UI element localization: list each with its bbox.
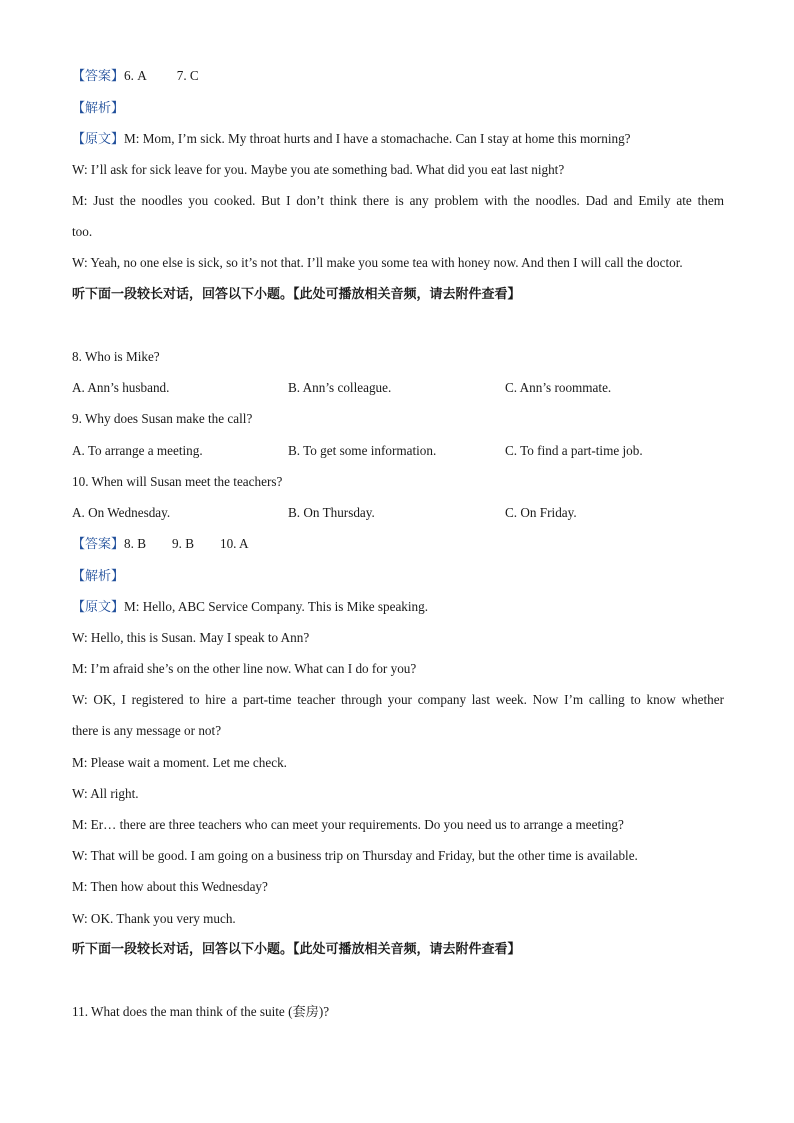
transcript-line-4: W: Yeah, no one else is sick, so it’s not that. I’ll make you some tea with honey now. And then I will call the doctor.: [72, 255, 683, 270]
analysis-tag: 【解析】: [72, 101, 125, 116]
transcript-line-1: [72, 130, 724, 149]
answer-line-8-10: [72, 535, 724, 554]
listening-instruction: 听下面一段较长对话，回答以下小题。【此处可播放相关音频，请去附件查看】: [72, 287, 521, 302]
transcript-line-3-cont: too.: [72, 224, 93, 239]
answer-8: 8. B: [124, 536, 146, 551]
question-8: 8. Who is Mike?: [72, 349, 160, 364]
q8-option-b: B. Ann’s colleague.: [288, 380, 392, 395]
question-9: 9. Why does Susan make the call?: [72, 411, 253, 426]
transcript-2-line-6: W: All right.: [72, 786, 139, 801]
transcript-line-2: W: I’ll ask for sick leave for you. Maybe you ate something bad. What did you eat last night?: [72, 162, 565, 177]
transcript-2-line-10: W: OK. Thank you very much.: [72, 911, 236, 926]
question-10: 10. When will Susan meet the teachers?: [72, 474, 283, 489]
answer-line-6-7: [72, 67, 724, 86]
answer-tag: 【答案】: [72, 537, 125, 552]
question-11: 11. What does the man think of the suite (套房)?: [72, 1004, 330, 1019]
analysis-heading: [72, 99, 724, 118]
listening-instruction-2: 听下面一段较长对话，回答以下小题。【此处可播放相关音频，请去附件查看】: [72, 942, 521, 957]
transcript-2-line-2: W: Hello, this is Susan. May I speak to Ann?: [72, 630, 310, 645]
transcript-text: M: Hello, ABC Service Company. This is Mike speaking.: [124, 599, 429, 614]
answer-7: 7. C: [176, 68, 199, 83]
analysis-tag: 【解析】: [72, 569, 125, 584]
transcript-2-line-4: W: OK, I registered to hire a part-time teacher through your company last week. Now I’m calling to know whether: [72, 692, 724, 707]
transcript-2-line-5: M: Please wait a moment. Let me check.: [72, 755, 287, 770]
transcript-2-line-7: M: Er… there are three teachers who can meet your requirements. Do you need us to arrange a meeting?: [72, 817, 624, 832]
analysis-heading-2: [72, 567, 724, 586]
transcript-2-line-1: [72, 598, 724, 617]
transcript-2-line-4-cont: there is any message or not?: [72, 723, 222, 738]
transcript-tag: 【原文】: [72, 132, 125, 147]
answer-tag: 【答案】: [72, 69, 125, 84]
transcript-2-line-8: W: That will be good. I am going on a business trip on Thursday and Friday, but the other time is available.: [72, 848, 638, 863]
transcript-tag: 【原文】: [72, 600, 125, 615]
transcript-text: M: Mom, I’m sick. My throat hurts and I have a stomachache. Can I stay at home this morning?: [124, 131, 631, 146]
answer-6: 6. A: [124, 68, 147, 83]
q9-option-c: C. To find a part-time job.: [505, 443, 643, 458]
q9-option-a: A. To arrange a meeting.: [72, 443, 203, 458]
transcript-2-line-3: M: I’m afraid she’s on the other line now. What can I do for you?: [72, 661, 417, 676]
q8-option-c: C. Ann’s roommate.: [505, 380, 612, 395]
q10-option-b: B. On Thursday.: [288, 505, 375, 520]
answer-9: 9. B: [172, 536, 194, 551]
q9-option-b: B. To get some information.: [288, 443, 437, 458]
transcript-line-3: M: Just the noodles you cooked. But I don’t think there is any problem with the noodles. Dad and Emily ate them: [72, 193, 724, 208]
q10-option-a: A. On Wednesday.: [72, 505, 171, 520]
q8-option-a: A. Ann’s husband.: [72, 380, 170, 395]
transcript-2-line-9: M: Then how about this Wednesday?: [72, 879, 268, 894]
q10-option-c: C. On Friday.: [505, 505, 577, 520]
answer-10: 10. A: [219, 536, 249, 551]
